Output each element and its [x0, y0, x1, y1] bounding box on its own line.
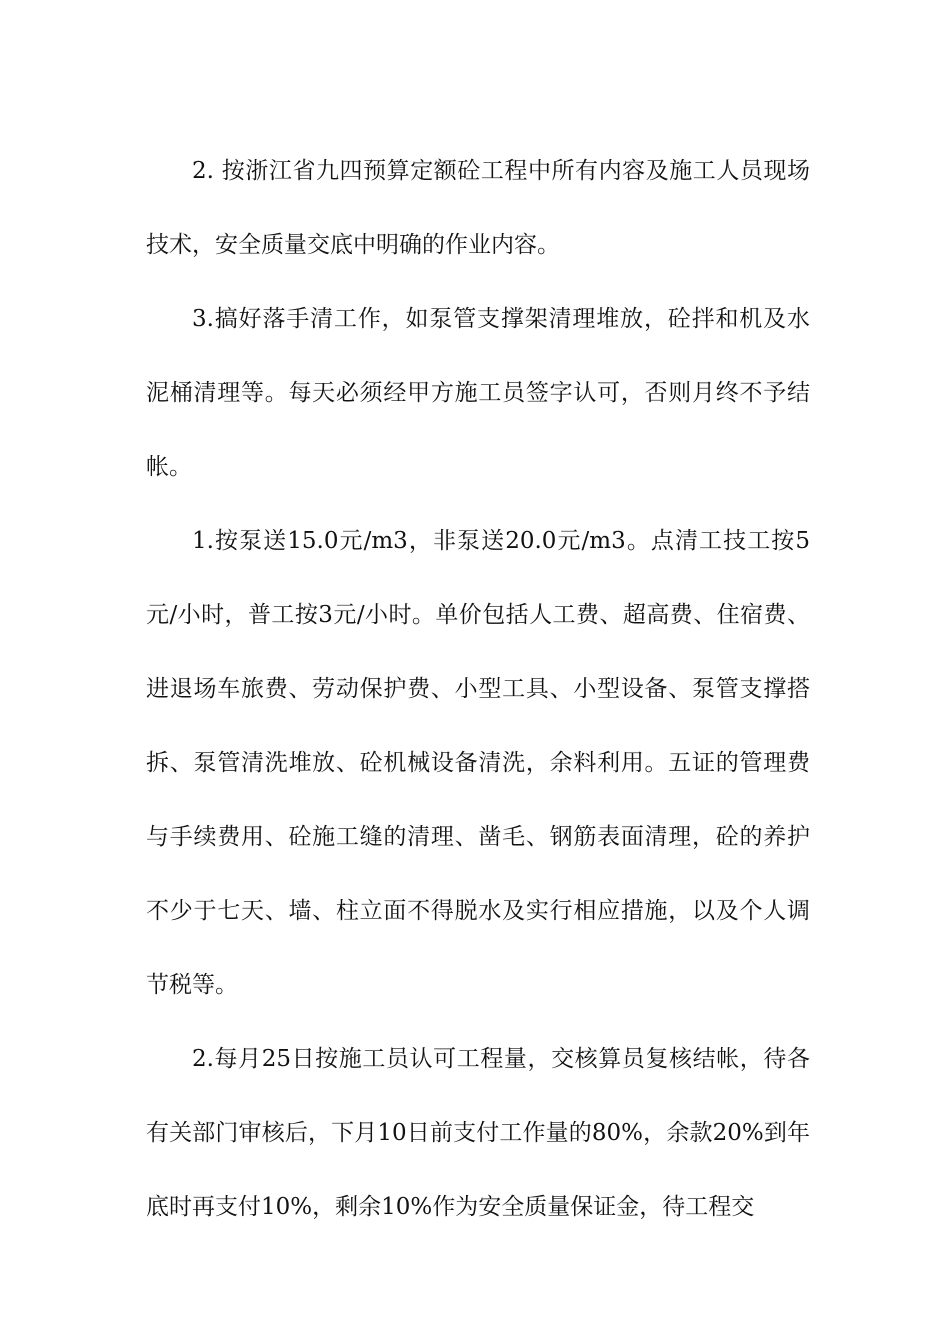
paragraph-pricing: 1.按泵送15.0元/m3，非泵送20.0元/m3。点清工技工按5元/小时，普工按3元/小时。单价包括人工费、超高费、住宿费、进退场车旅费、劳动保护费、小型工具、小型设备、泵管支撑搭拆、泵管清洗堆放、砼机械设备清洗，余料利用。五证的管理费与手续费用、砼施工缝的清理、凿毛、钢筋表面清理，砼的养护不少于七天、墙、柱立面不得脱水及实行相应措施，以及个人调节税等。 [146, 528, 810, 998]
paragraph-item-3-cleanup: 3.搞好落手清工作，如泵管支撑架清理堆放，砼拌和机及水泥桶清理等。每天必须经甲方施工员签字认可，否则月终不予结帐。 [146, 306, 810, 480]
paragraph-payment: 2.每月25日按施工员认可工程量，交核算员复核结帐，待各有关部门审核后，下月10日前支付工作量的80%，余款20%到年底时再支付10%，剩余10%作为安全质量保证金，待工程交 [146, 1046, 810, 1220]
paragraph-item-2-scope: 2. 按浙江省九四预算定额砼工程中所有内容及施工人员现场技术，安全质量交底中明确的作业内容。 [146, 158, 810, 258]
document-body [146, 134, 810, 1244]
